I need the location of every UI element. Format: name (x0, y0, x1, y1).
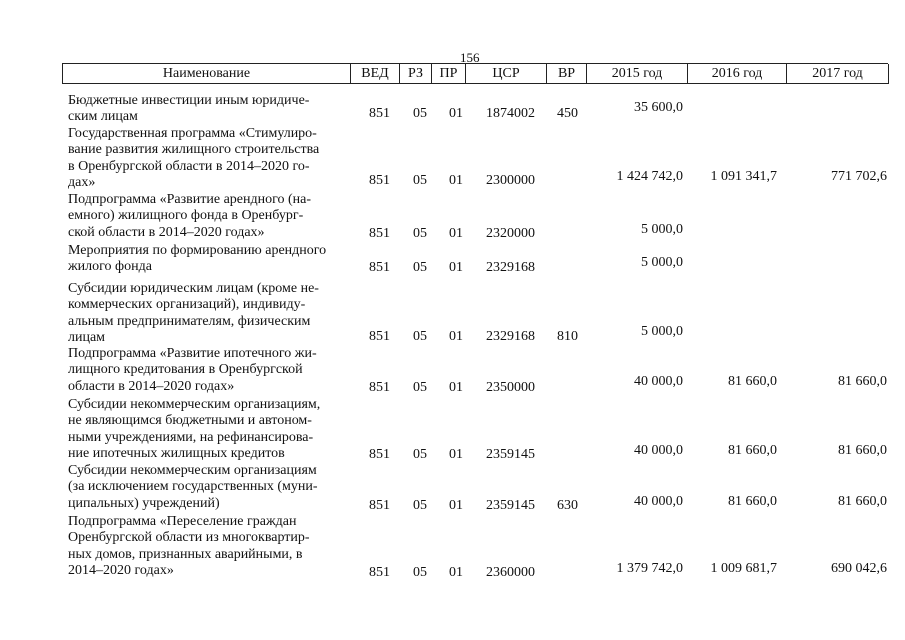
cell-csr: 2329168 (486, 260, 535, 275)
cell-pr: 01 (449, 565, 463, 580)
cell-y2015: 40 000,0 (634, 443, 683, 458)
row-name (68, 192, 356, 241)
row-name (68, 126, 356, 192)
cell-y2015: 1 379 742,0 (616, 561, 683, 576)
cell-y2017: 690 042,6 (831, 561, 887, 576)
header-rz: РЗ (400, 64, 432, 84)
row-name-line: лицам (68, 330, 106, 346)
cell-ved: 851 (369, 173, 390, 188)
cell-pr: 01 (449, 447, 463, 462)
row-name-line: вание развития жилищного строительства (68, 142, 320, 158)
header-2016: 2016 год (688, 64, 787, 84)
row-name-line: Оренбургской области из многоквартир- (68, 530, 310, 546)
header-csr: ЦСР (466, 64, 547, 84)
row-name-line: Субсидии некоммерческим организациям (68, 463, 317, 478)
cell-pr: 01 (449, 498, 463, 513)
header-2017: 2017 год (787, 64, 889, 84)
row-name (68, 281, 356, 347)
row-name-line: Подпрограмма «Переселение граждан (68, 514, 297, 529)
cell-rz: 05 (413, 260, 427, 275)
table-header (62, 63, 888, 84)
cell-csr: 2329168 (486, 329, 535, 344)
cell-rz: 05 (413, 106, 427, 121)
cell-ved: 851 (369, 260, 390, 275)
row-name-line: Мероприятия по формированию арендного (68, 243, 327, 258)
cell-rz: 05 (413, 565, 427, 580)
cell-rz: 05 (413, 226, 427, 241)
row-name-line: коммерческих организаций), индивиду- (68, 297, 306, 313)
row-name-line: ных домов, признанных аварийными, в (68, 546, 303, 562)
cell-csr: 2320000 (486, 226, 535, 241)
row-name-line: не являющимся бюджетными и автоном- (68, 413, 312, 429)
cell-y2015: 1 424 742,0 (616, 169, 683, 184)
cell-y2016: 1 009 681,7 (710, 561, 777, 576)
row-name (68, 397, 356, 463)
cell-pr: 01 (449, 380, 463, 395)
cell-ved: 851 (369, 498, 390, 513)
cell-csr: 2359145 (486, 498, 535, 513)
row-name-line: (за исключением государственных (муни- (68, 479, 318, 495)
row-name-line: Подпрограмма «Развитие арендного (на- (68, 192, 312, 207)
row-name-line: ципальных) учреждений) (68, 495, 220, 511)
cell-rz: 05 (413, 447, 427, 462)
header-name: Наименование (63, 64, 351, 84)
cell-vr: 450 (557, 106, 578, 121)
header-2015: 2015 год (587, 64, 688, 84)
cell-ved: 851 (369, 447, 390, 462)
cell-csr: 2359145 (486, 447, 535, 462)
row-name-line: в Оренбургской области в 2014–2020 го- (68, 158, 310, 174)
cell-y2015: 5 000,0 (641, 222, 683, 237)
row-name-line: ние ипотечных жилищных кредитов (68, 446, 285, 462)
cell-csr: 2300000 (486, 173, 535, 188)
cell-vr: 810 (557, 329, 578, 344)
header-ved: ВЕД (351, 64, 400, 84)
cell-y2015: 5 000,0 (641, 255, 683, 270)
row-name-line: жилого фонда (68, 259, 152, 275)
cell-rz: 05 (413, 173, 427, 188)
row-name-line: ными учреждениями, на рефинансирова- (68, 429, 314, 445)
header-pr: ПР (432, 64, 466, 84)
header-vr: ВР (547, 64, 587, 84)
cell-csr: 2350000 (486, 380, 535, 395)
row-name-line: лищного кредитования в Оренбургской (68, 362, 303, 378)
cell-ved: 851 (369, 226, 390, 241)
cell-y2016: 81 660,0 (728, 494, 777, 509)
cell-y2016: 81 660,0 (728, 443, 777, 458)
row-name-line: дах» (68, 175, 96, 191)
cell-csr: 1874002 (486, 106, 535, 121)
row-name-line: Бюджетные инвестиции иным юридиче- (68, 93, 310, 108)
row-name (68, 243, 356, 276)
cell-ved: 851 (369, 380, 390, 395)
cell-pr: 01 (449, 173, 463, 188)
cell-pr: 01 (449, 329, 463, 344)
row-name-line: альным предпринимателям, физическим (68, 313, 311, 329)
row-name (68, 346, 356, 395)
cell-y2015: 40 000,0 (634, 374, 683, 389)
row-name (68, 514, 356, 580)
row-name (68, 93, 356, 126)
row-name-line: 2014–2020 годах» (68, 563, 174, 579)
cell-pr: 01 (449, 226, 463, 241)
row-name-line: емного) жилищного фонда в Оренбург- (68, 208, 304, 224)
row-name-line: Субсидии юридическим лицам (кроме не- (68, 281, 319, 296)
cell-rz: 05 (413, 380, 427, 395)
cell-y2016: 1 091 341,7 (710, 169, 777, 184)
cell-ved: 851 (369, 106, 390, 121)
cell-y2017: 81 660,0 (838, 374, 887, 389)
row-name-line: Субсидии некоммерческим организациям, (68, 397, 321, 412)
cell-rz: 05 (413, 498, 427, 513)
row-name-line: области в 2014–2020 годах» (68, 378, 235, 394)
cell-y2017: 81 660,0 (838, 443, 887, 458)
row-name-line: Государственная программа «Стимулиро- (68, 126, 317, 141)
cell-pr: 01 (449, 260, 463, 275)
row-name-line: Подпрограмма «Развитие ипотечного жи- (68, 346, 317, 361)
page-number: 156 (460, 50, 480, 65)
cell-vr: 630 (557, 498, 578, 513)
cell-pr: 01 (449, 106, 463, 121)
row-name-line: ской области в 2014–2020 годах» (68, 224, 265, 240)
cell-y2015: 35 600,0 (634, 100, 683, 115)
cell-ved: 851 (369, 329, 390, 344)
cell-csr: 2360000 (486, 565, 535, 580)
cell-ved: 851 (369, 565, 390, 580)
row-name-line: ским лицам (68, 109, 138, 125)
cell-y2015: 5 000,0 (641, 324, 683, 339)
row-name (68, 463, 356, 512)
cell-rz: 05 (413, 329, 427, 344)
cell-y2015: 40 000,0 (634, 494, 683, 509)
cell-y2016: 81 660,0 (728, 374, 777, 389)
cell-y2017: 771 702,6 (831, 169, 887, 184)
cell-y2017: 81 660,0 (838, 494, 887, 509)
